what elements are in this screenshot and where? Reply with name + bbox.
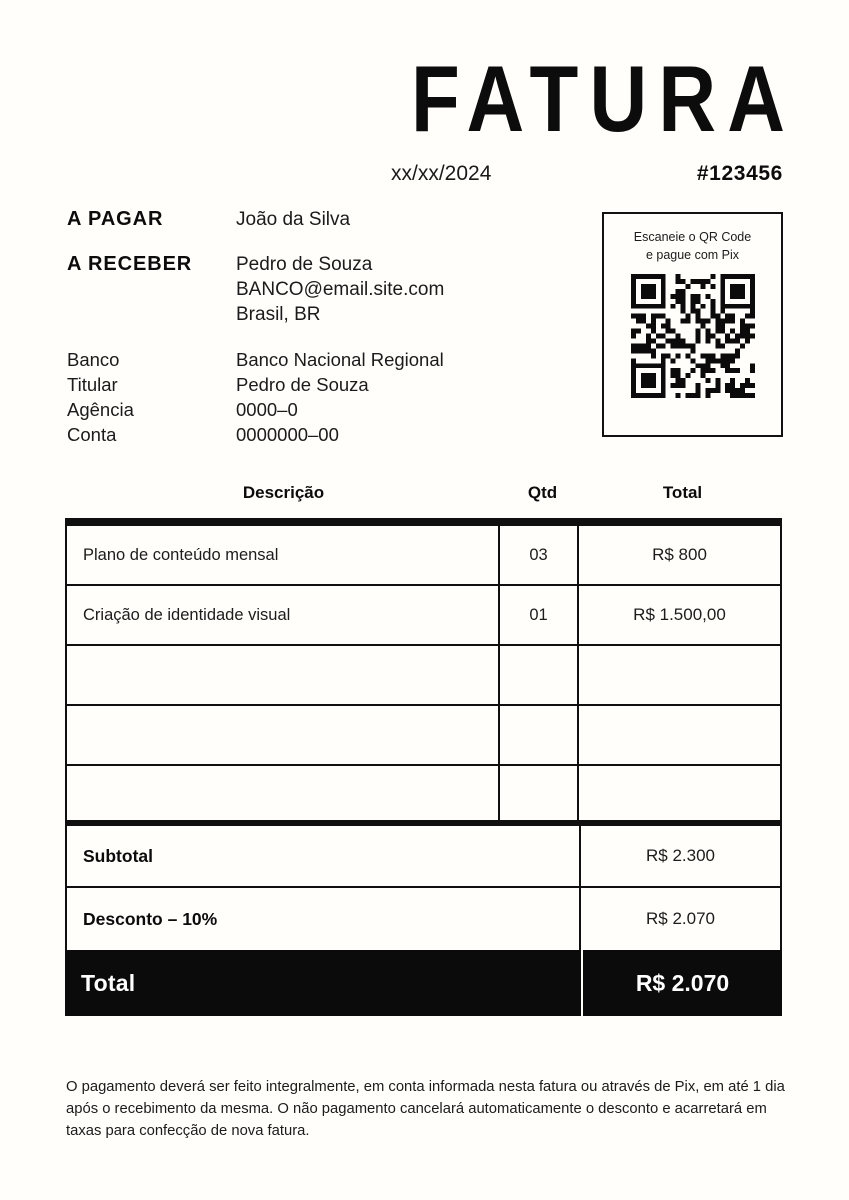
table-row [67, 586, 780, 646]
account-number-value: 0000000–00 [236, 424, 339, 445]
discount-row [67, 888, 780, 950]
qr-code [631, 274, 755, 398]
bank-row [67, 397, 587, 422]
item-qty [500, 706, 579, 764]
item-description [67, 766, 500, 820]
bank-row [67, 372, 587, 397]
column-header-description: Descrição [242, 483, 325, 502]
payer-row [67, 207, 587, 232]
item-qty [500, 646, 579, 704]
payee-email: BANCO@email.site.com [236, 279, 445, 300]
table-row-empty [67, 706, 780, 766]
discount-value: R$ 2.070 [646, 909, 715, 928]
bank-row [67, 347, 587, 372]
item-description [67, 646, 500, 704]
bank-details [67, 347, 587, 447]
pix-qr-panel [602, 212, 783, 437]
invoice-header [343, 46, 797, 186]
total-value: R$ 2.070 [583, 950, 782, 1016]
payee-name: Pedro de Souza [236, 254, 373, 275]
total-label: Total [65, 950, 581, 1016]
qr-caption-line1: Escaneie o QR Code [633, 230, 752, 244]
invoice-date: xx/xx/2024 [391, 162, 492, 185]
payer-name: João da Silva [236, 209, 351, 230]
payee-country: Brasil, BR [236, 304, 321, 325]
column-header-qty: Qtd [527, 483, 558, 502]
page-title: FATURA [410, 46, 797, 151]
qr-caption-line2: e pague com Pix [645, 247, 740, 262]
item-total [579, 706, 780, 764]
bank-name-label: Banco [67, 349, 120, 370]
items-table [65, 518, 782, 950]
table-row-empty [67, 646, 780, 706]
subtotal-value: R$ 2.300 [646, 846, 715, 865]
item-total [579, 766, 780, 820]
item-qty: 03 [500, 526, 579, 584]
item-qty: 01 [500, 586, 579, 644]
payer-label: A PAGAR [67, 208, 164, 230]
discount-label: Desconto – 10% [67, 888, 581, 950]
billing-info [67, 207, 587, 447]
item-qty [500, 766, 579, 820]
agency-label: Agência [67, 399, 134, 420]
subtotal-row [67, 826, 780, 888]
total-row [65, 950, 782, 1016]
table-row-empty [67, 766, 780, 826]
item-description [67, 706, 500, 764]
payee-details [236, 252, 587, 327]
item-total: R$ 1.500,00 [633, 605, 726, 624]
qr-caption [604, 229, 781, 265]
bank-row [67, 422, 587, 447]
column-header-total: Total [662, 483, 703, 502]
agency-value: 0000–0 [236, 399, 298, 420]
bank-name-value: Banco Nacional Regional [236, 349, 444, 370]
item-description: Plano de conteúdo mensal [67, 526, 500, 584]
line-items-section [65, 483, 782, 1016]
payment-terms-note: O pagamento deverá ser feito integralmente, em conta informada nesta fatura ou através de Pix, em até 1 dia após o recebimento da mesma. O não pagamento cancelará automaticamente o desconto e acarretará em taxas para confecção de nova fatura. [66, 1079, 785, 1140]
table-column-headers [65, 483, 782, 503]
item-description: Criação de identidade visual [67, 586, 500, 644]
payee-row [67, 252, 587, 327]
invoice-number: #123456 [696, 162, 783, 185]
table-row [67, 526, 780, 586]
item-total [579, 646, 780, 704]
subtotal-label: Subtotal [67, 826, 581, 886]
account-number-label: Conta [67, 424, 117, 445]
account-holder-value: Pedro de Souza [236, 374, 369, 395]
item-total: R$ 800 [652, 545, 707, 564]
account-holder-label: Titular [67, 374, 118, 395]
payee-label: A RECEBER [67, 253, 193, 275]
header-meta-row [391, 162, 783, 186]
